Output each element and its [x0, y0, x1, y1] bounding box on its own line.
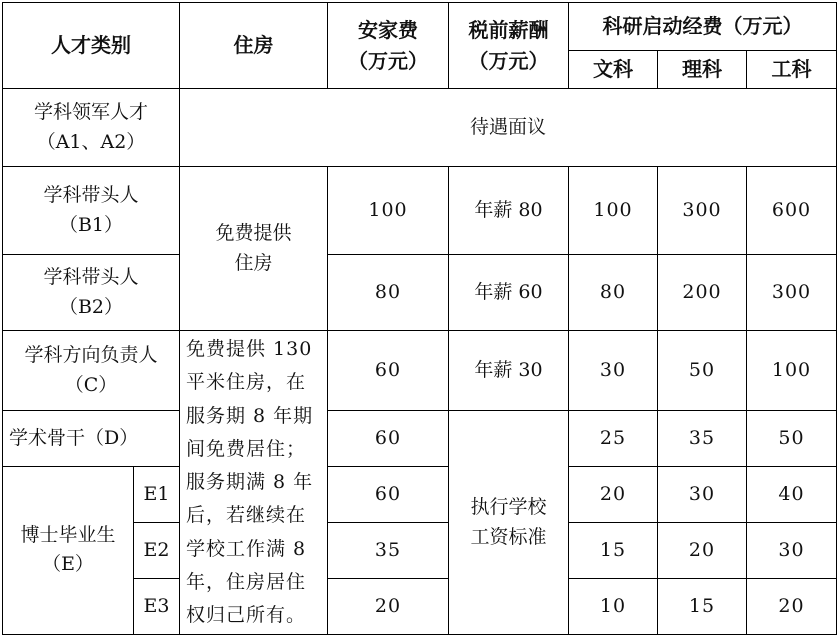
housing-b: 免费提供 住房: [180, 167, 328, 331]
header-salary: 税前薪酬 （万元）: [449, 3, 569, 89]
salary-b1: 年薪 80: [449, 167, 569, 255]
settle-b2: 80: [328, 255, 449, 331]
category-a: 学科领军人才 （A1、A2）: [3, 89, 180, 167]
table-row: [3, 466, 837, 523]
science-b2: 200: [658, 255, 747, 331]
eng-e3: 20: [747, 579, 837, 635]
settle-e3: 20: [328, 579, 449, 635]
arts-b2: 80: [569, 255, 658, 331]
header-science: 理科: [658, 51, 747, 89]
table-row: [3, 167, 837, 255]
arts-e2: 15: [569, 523, 658, 579]
science-e3: 15: [658, 579, 747, 635]
settle-d: 60: [328, 411, 449, 467]
science-c: 50: [658, 331, 747, 411]
arts-c: 30: [569, 331, 658, 411]
eng-b1: 600: [747, 167, 837, 255]
settle-e2: 35: [328, 523, 449, 579]
eng-c: 100: [747, 331, 837, 411]
talent-benefits-table: [2, 2, 837, 635]
sub-e1: E1: [134, 466, 180, 523]
arts-e3: 10: [569, 579, 658, 635]
category-e: 博士毕业生 （E）: [3, 466, 134, 635]
header-arts: 文科: [569, 51, 658, 89]
science-d: 35: [658, 411, 747, 467]
arts-b1: 100: [569, 167, 658, 255]
category-c: 学科方向负责人 （C）: [3, 331, 180, 411]
header-settle-fee: 安家费 （万元）: [328, 3, 449, 89]
salary-b2: 年薪 60: [449, 255, 569, 331]
science-b1: 300: [658, 167, 747, 255]
science-e2: 20: [658, 523, 747, 579]
arts-e1: 20: [569, 466, 658, 523]
sub-e3: E3: [134, 579, 180, 635]
eng-d: 50: [747, 411, 837, 467]
salary-c: 年薪 30: [449, 331, 569, 411]
science-e1: 30: [658, 466, 747, 523]
header-housing: 住房: [180, 3, 328, 89]
category-b1: 学科带头人 （B1）: [3, 167, 180, 255]
eng-e2: 30: [747, 523, 837, 579]
table-row: [3, 255, 837, 331]
settle-c: 60: [328, 331, 449, 411]
table-row: [3, 411, 837, 467]
header-category: 人才类别: [3, 3, 180, 89]
arts-d: 25: [569, 411, 658, 467]
category-b2: 学科带头人 （B2）: [3, 255, 180, 331]
sub-e2: E2: [134, 523, 180, 579]
eng-b2: 300: [747, 255, 837, 331]
negotiable-cell: 待遇面议: [180, 89, 837, 167]
settle-b1: 100: [328, 167, 449, 255]
housing-cde: 免费提供 130 平米住房，在服务期 8 年期间免费居住；服务期满 8 年后，若继续在学校工作满 8 年，住房居住权归己所有。: [180, 331, 328, 635]
settle-e1: 60: [328, 466, 449, 523]
table-row: [3, 331, 837, 411]
salary-de: 执行学校 工资标准: [449, 411, 569, 635]
category-d: 学术骨干（D）: [3, 411, 180, 467]
eng-e1: 40: [747, 466, 837, 523]
table-row: [3, 89, 837, 167]
header-engineering: 工科: [747, 51, 837, 89]
header-research-fund: 科研启动经费（万元）: [569, 3, 837, 51]
